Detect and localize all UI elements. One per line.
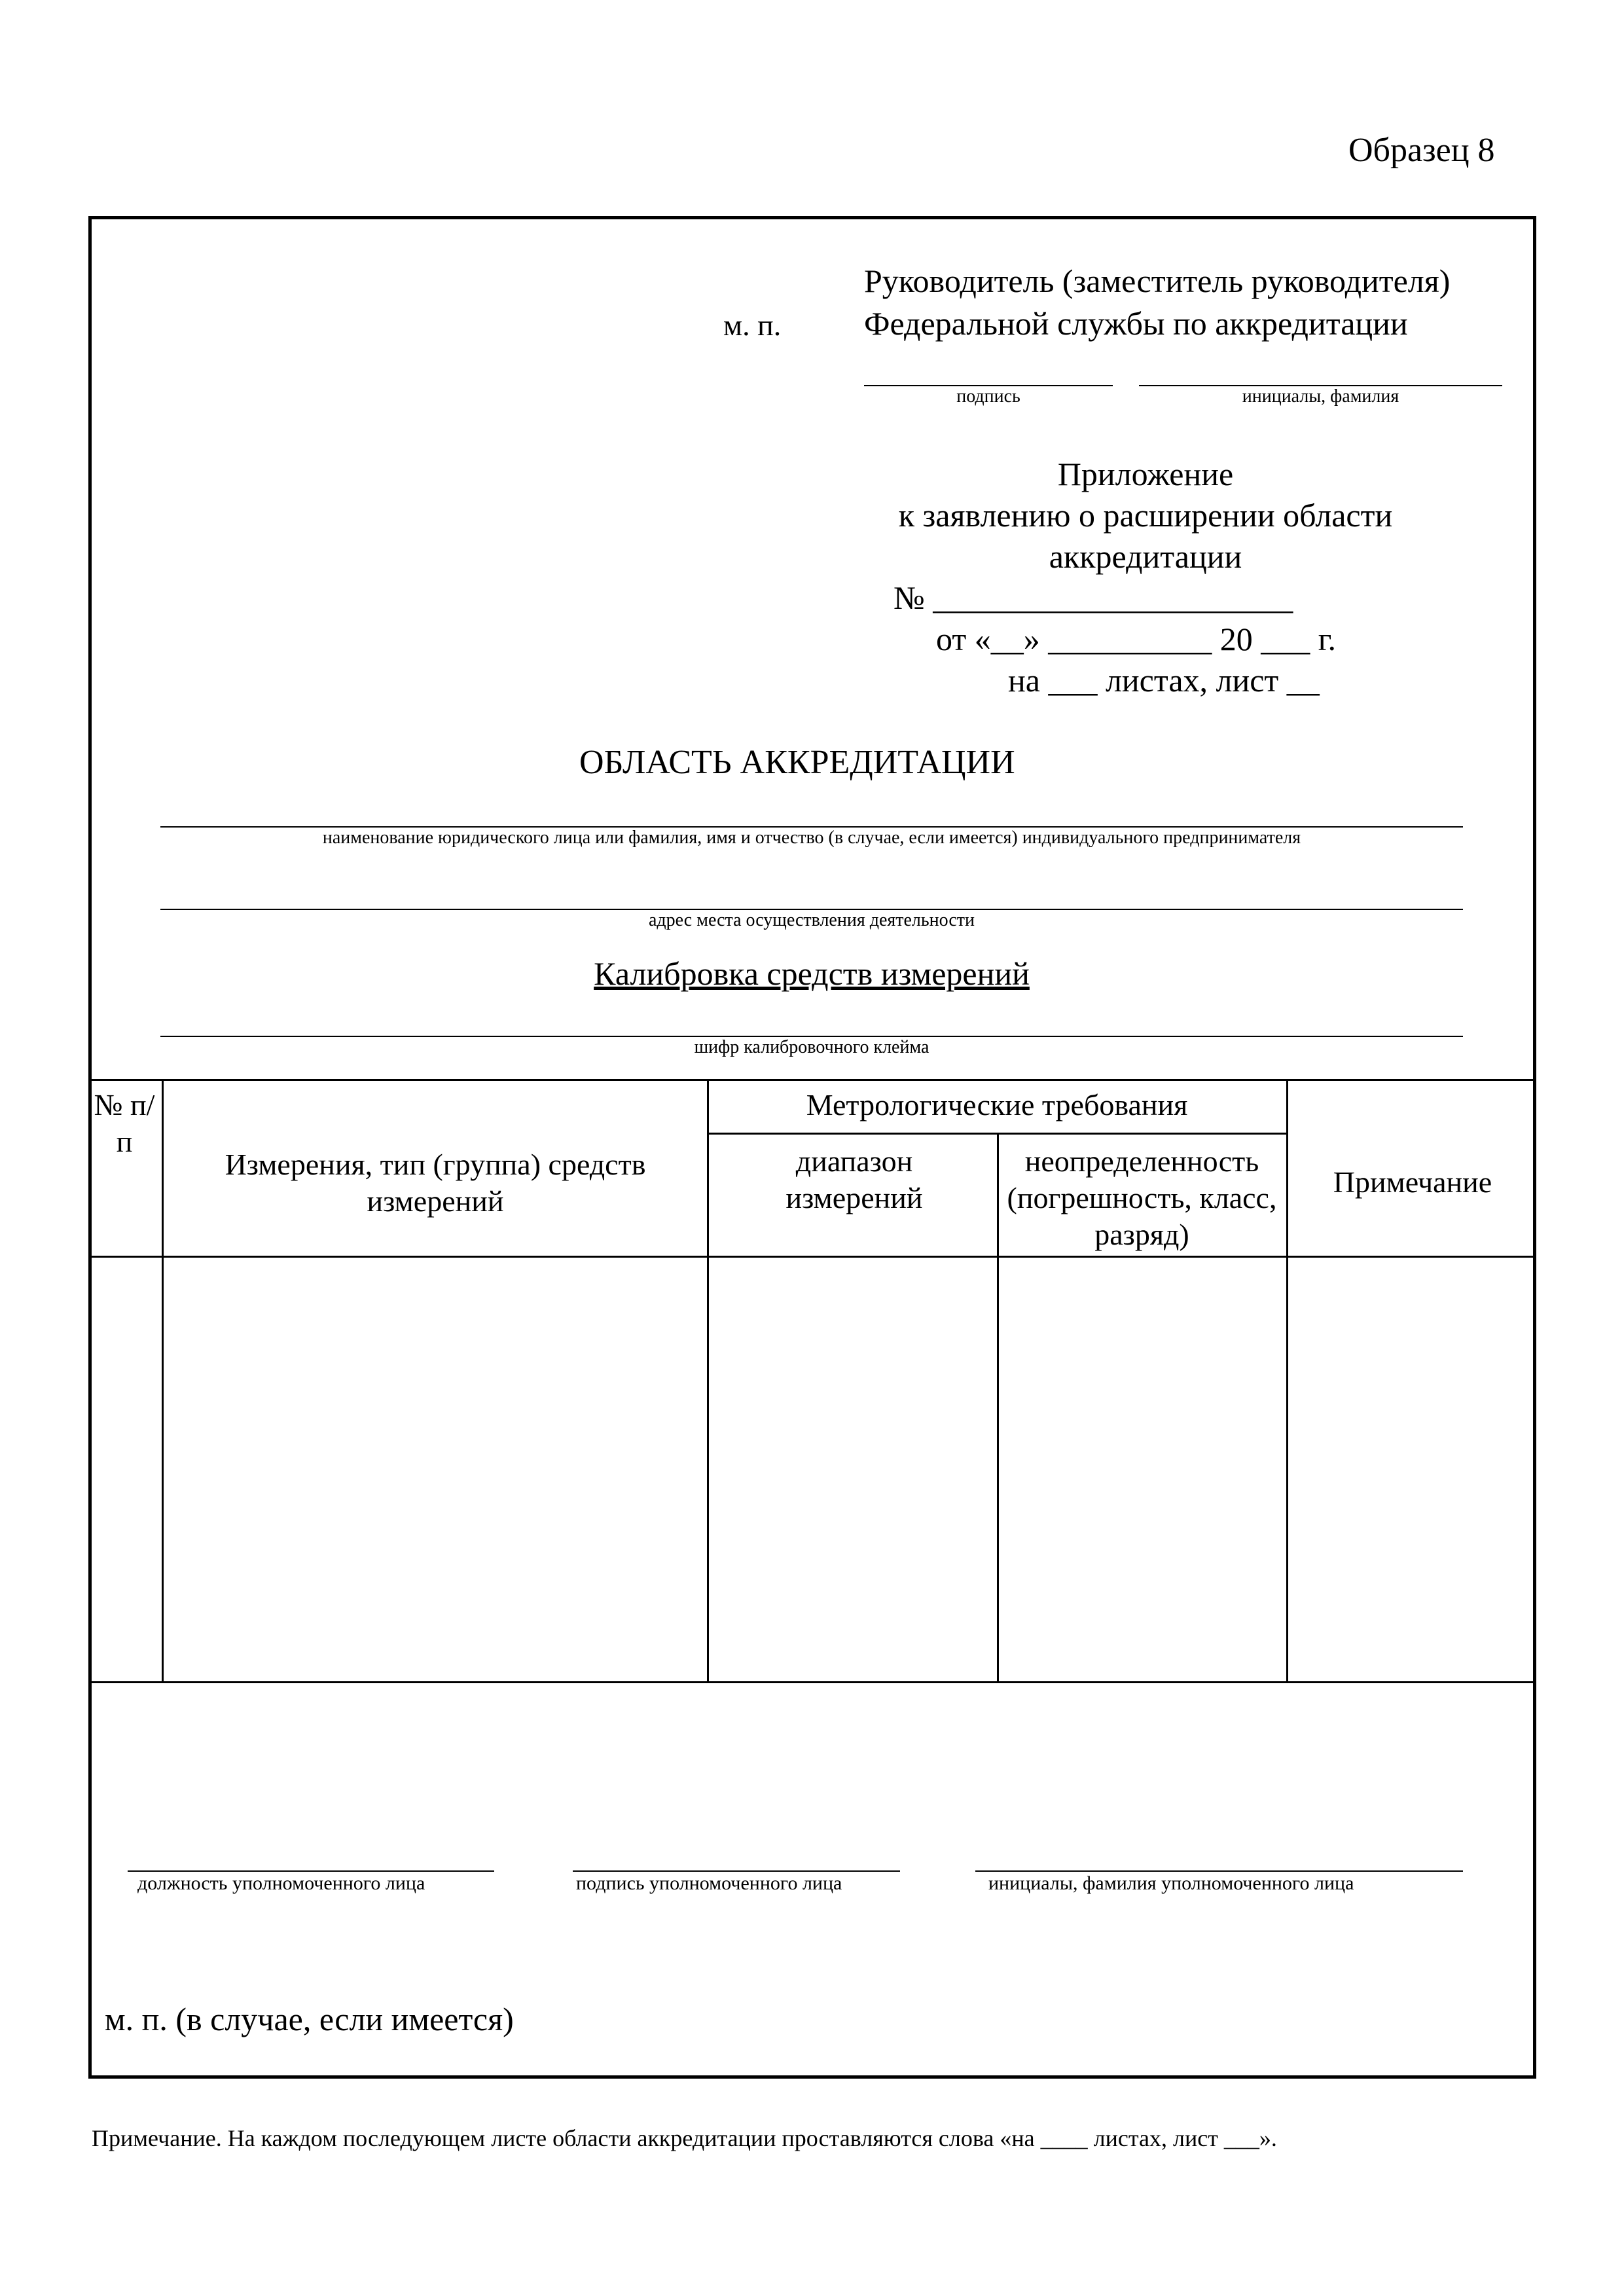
approver-title: Руководитель (заместитель руководителя) bbox=[864, 263, 1451, 299]
sample-label: Образец 8 bbox=[1348, 132, 1495, 169]
authorized-name-caption: инициалы, фамилия уполномоченного лица bbox=[988, 1872, 1354, 1894]
seal-placeholder: м. п. bbox=[723, 308, 782, 342]
approver-agency: Федеральной службы по аккредитации bbox=[864, 305, 1408, 342]
header-measurements: Измерения, тип (группа) средств измерений bbox=[225, 1148, 646, 1218]
header-note: Примечание bbox=[1333, 1165, 1492, 1199]
main-title: ОБЛАСТЬ АККРЕДИТАЦИИ bbox=[579, 744, 1015, 781]
col-divider-3 bbox=[997, 1133, 999, 1683]
accreditation-table bbox=[88, 1079, 1536, 1684]
position-line bbox=[128, 1870, 494, 1872]
appendix-date: от «__» __________ 20 ___ г. bbox=[936, 621, 1337, 657]
authorized-signature-caption: подпись уполномоченного лица bbox=[576, 1872, 842, 1894]
header-number: № п/п bbox=[94, 1088, 155, 1158]
authorized-signature-line bbox=[573, 1870, 900, 1872]
position-caption: должность уполномоченного лица bbox=[137, 1872, 425, 1894]
appendix-sheets: на ___ листах, лист __ bbox=[1008, 662, 1320, 699]
activity-title: Калибровка средств измерений bbox=[594, 955, 1030, 992]
signature-caption: подпись bbox=[956, 386, 1020, 407]
header-bottom-border bbox=[88, 1256, 1536, 1258]
header-range: диапазон измерений bbox=[785, 1144, 923, 1214]
col-divider-1 bbox=[162, 1079, 164, 1683]
table-bottom-border bbox=[88, 1681, 1536, 1683]
header-uncertainty: неопределенность (погрешность, класс, разряд) bbox=[1007, 1144, 1277, 1251]
appendix-title: Приложение bbox=[1057, 456, 1234, 492]
appendix-subtitle-2: аккредитации bbox=[1049, 538, 1242, 575]
col-divider-2 bbox=[707, 1079, 709, 1683]
appendix-number: № ______________________ bbox=[893, 579, 1293, 616]
entity-caption: наименование юридического лица или фамилия, имя и отчество (в случае, если имеется) индивидуального предпринимателя bbox=[322, 828, 1301, 848]
address-caption: адрес места осуществления деятельности bbox=[649, 910, 975, 930]
table-top-border bbox=[88, 1079, 1536, 1081]
header-metrology-group: Метрологические требования bbox=[806, 1088, 1188, 1121]
col-divider-4 bbox=[1286, 1079, 1288, 1683]
cipher-caption: шифр калибровочного клейма bbox=[694, 1037, 929, 1057]
authorized-name-line bbox=[975, 1870, 1463, 1872]
name-caption: инициалы, фамилия bbox=[1242, 386, 1399, 407]
appendix-subtitle: к заявлению о расширении области bbox=[898, 497, 1393, 534]
footnote: Примечание. На каждом последующем листе области аккредитации проставляются слова «на ____ листах, лист ___». bbox=[92, 2125, 1277, 2151]
seal-bottom: м. п. (в случае, если имеется) bbox=[105, 2001, 514, 2037]
